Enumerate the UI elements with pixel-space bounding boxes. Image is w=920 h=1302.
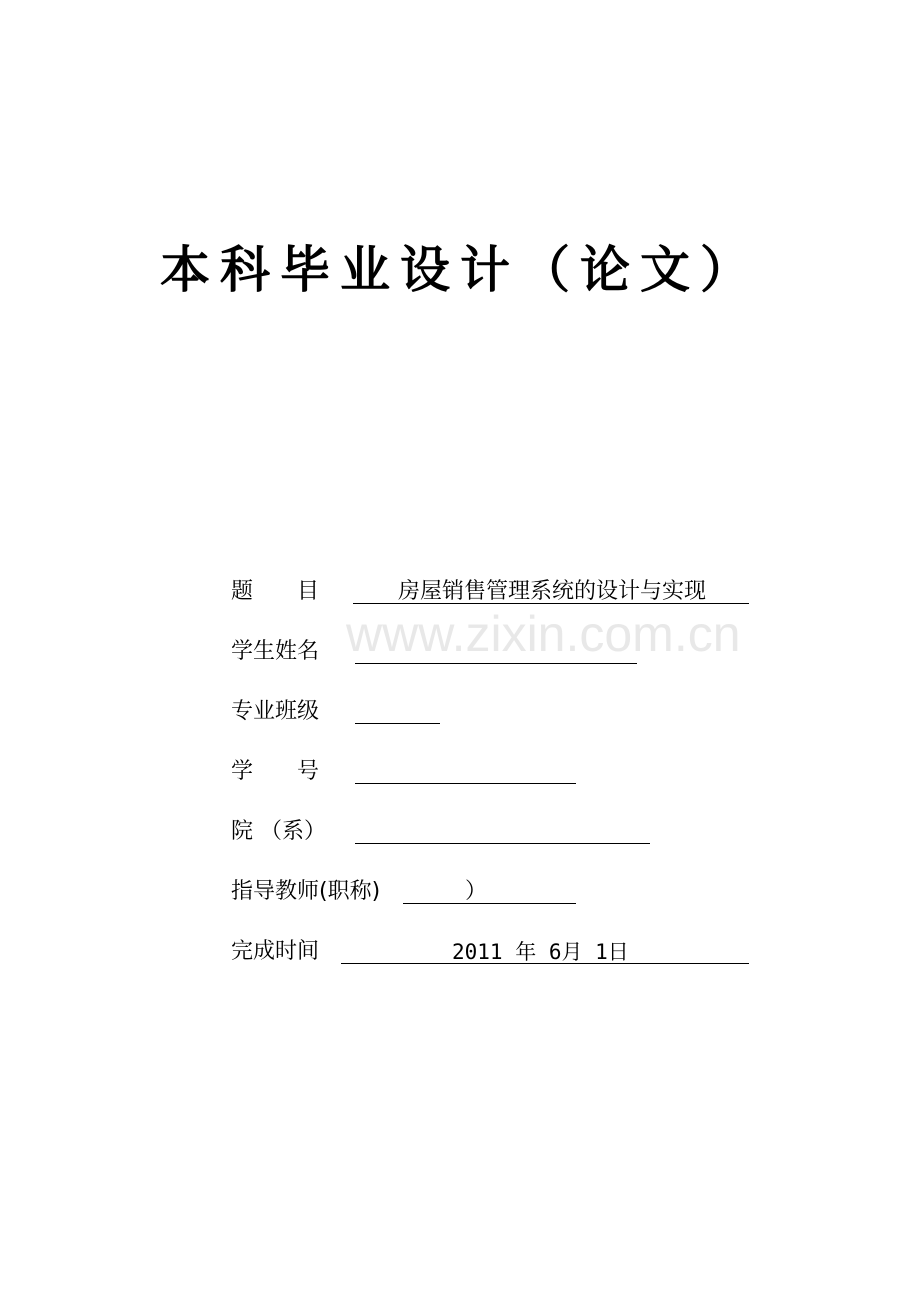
advisor-underline [403, 903, 576, 904]
student-id-underline [355, 783, 576, 784]
topic-underline [353, 603, 749, 604]
topic-label: 题 目 [231, 579, 320, 604]
department-underline [355, 843, 650, 844]
completion-date-underline [341, 963, 749, 964]
advisor-value[interactable]: ） [465, 879, 488, 904]
page-title: 本科毕业设计（论文） [160, 240, 760, 299]
major-class-label: 专业班级 [231, 699, 320, 724]
completion-date-label: 完成时间 [231, 939, 320, 964]
student-name-underline [355, 663, 637, 664]
advisor-label: 指导教师(职称) [231, 879, 381, 904]
topic-value[interactable]: 房屋销售管理系统的设计与实现 [397, 579, 706, 604]
department-label: 院 （系） [231, 819, 326, 844]
watermark: www.zixin.com.cn [346, 606, 741, 662]
completion-date-value[interactable]: 2011 年 6月 1日 [452, 940, 629, 964]
student-id-label: 学 号 [231, 759, 320, 784]
student-name-label: 学生姓名 [231, 639, 320, 664]
major-class-underline [355, 723, 440, 724]
